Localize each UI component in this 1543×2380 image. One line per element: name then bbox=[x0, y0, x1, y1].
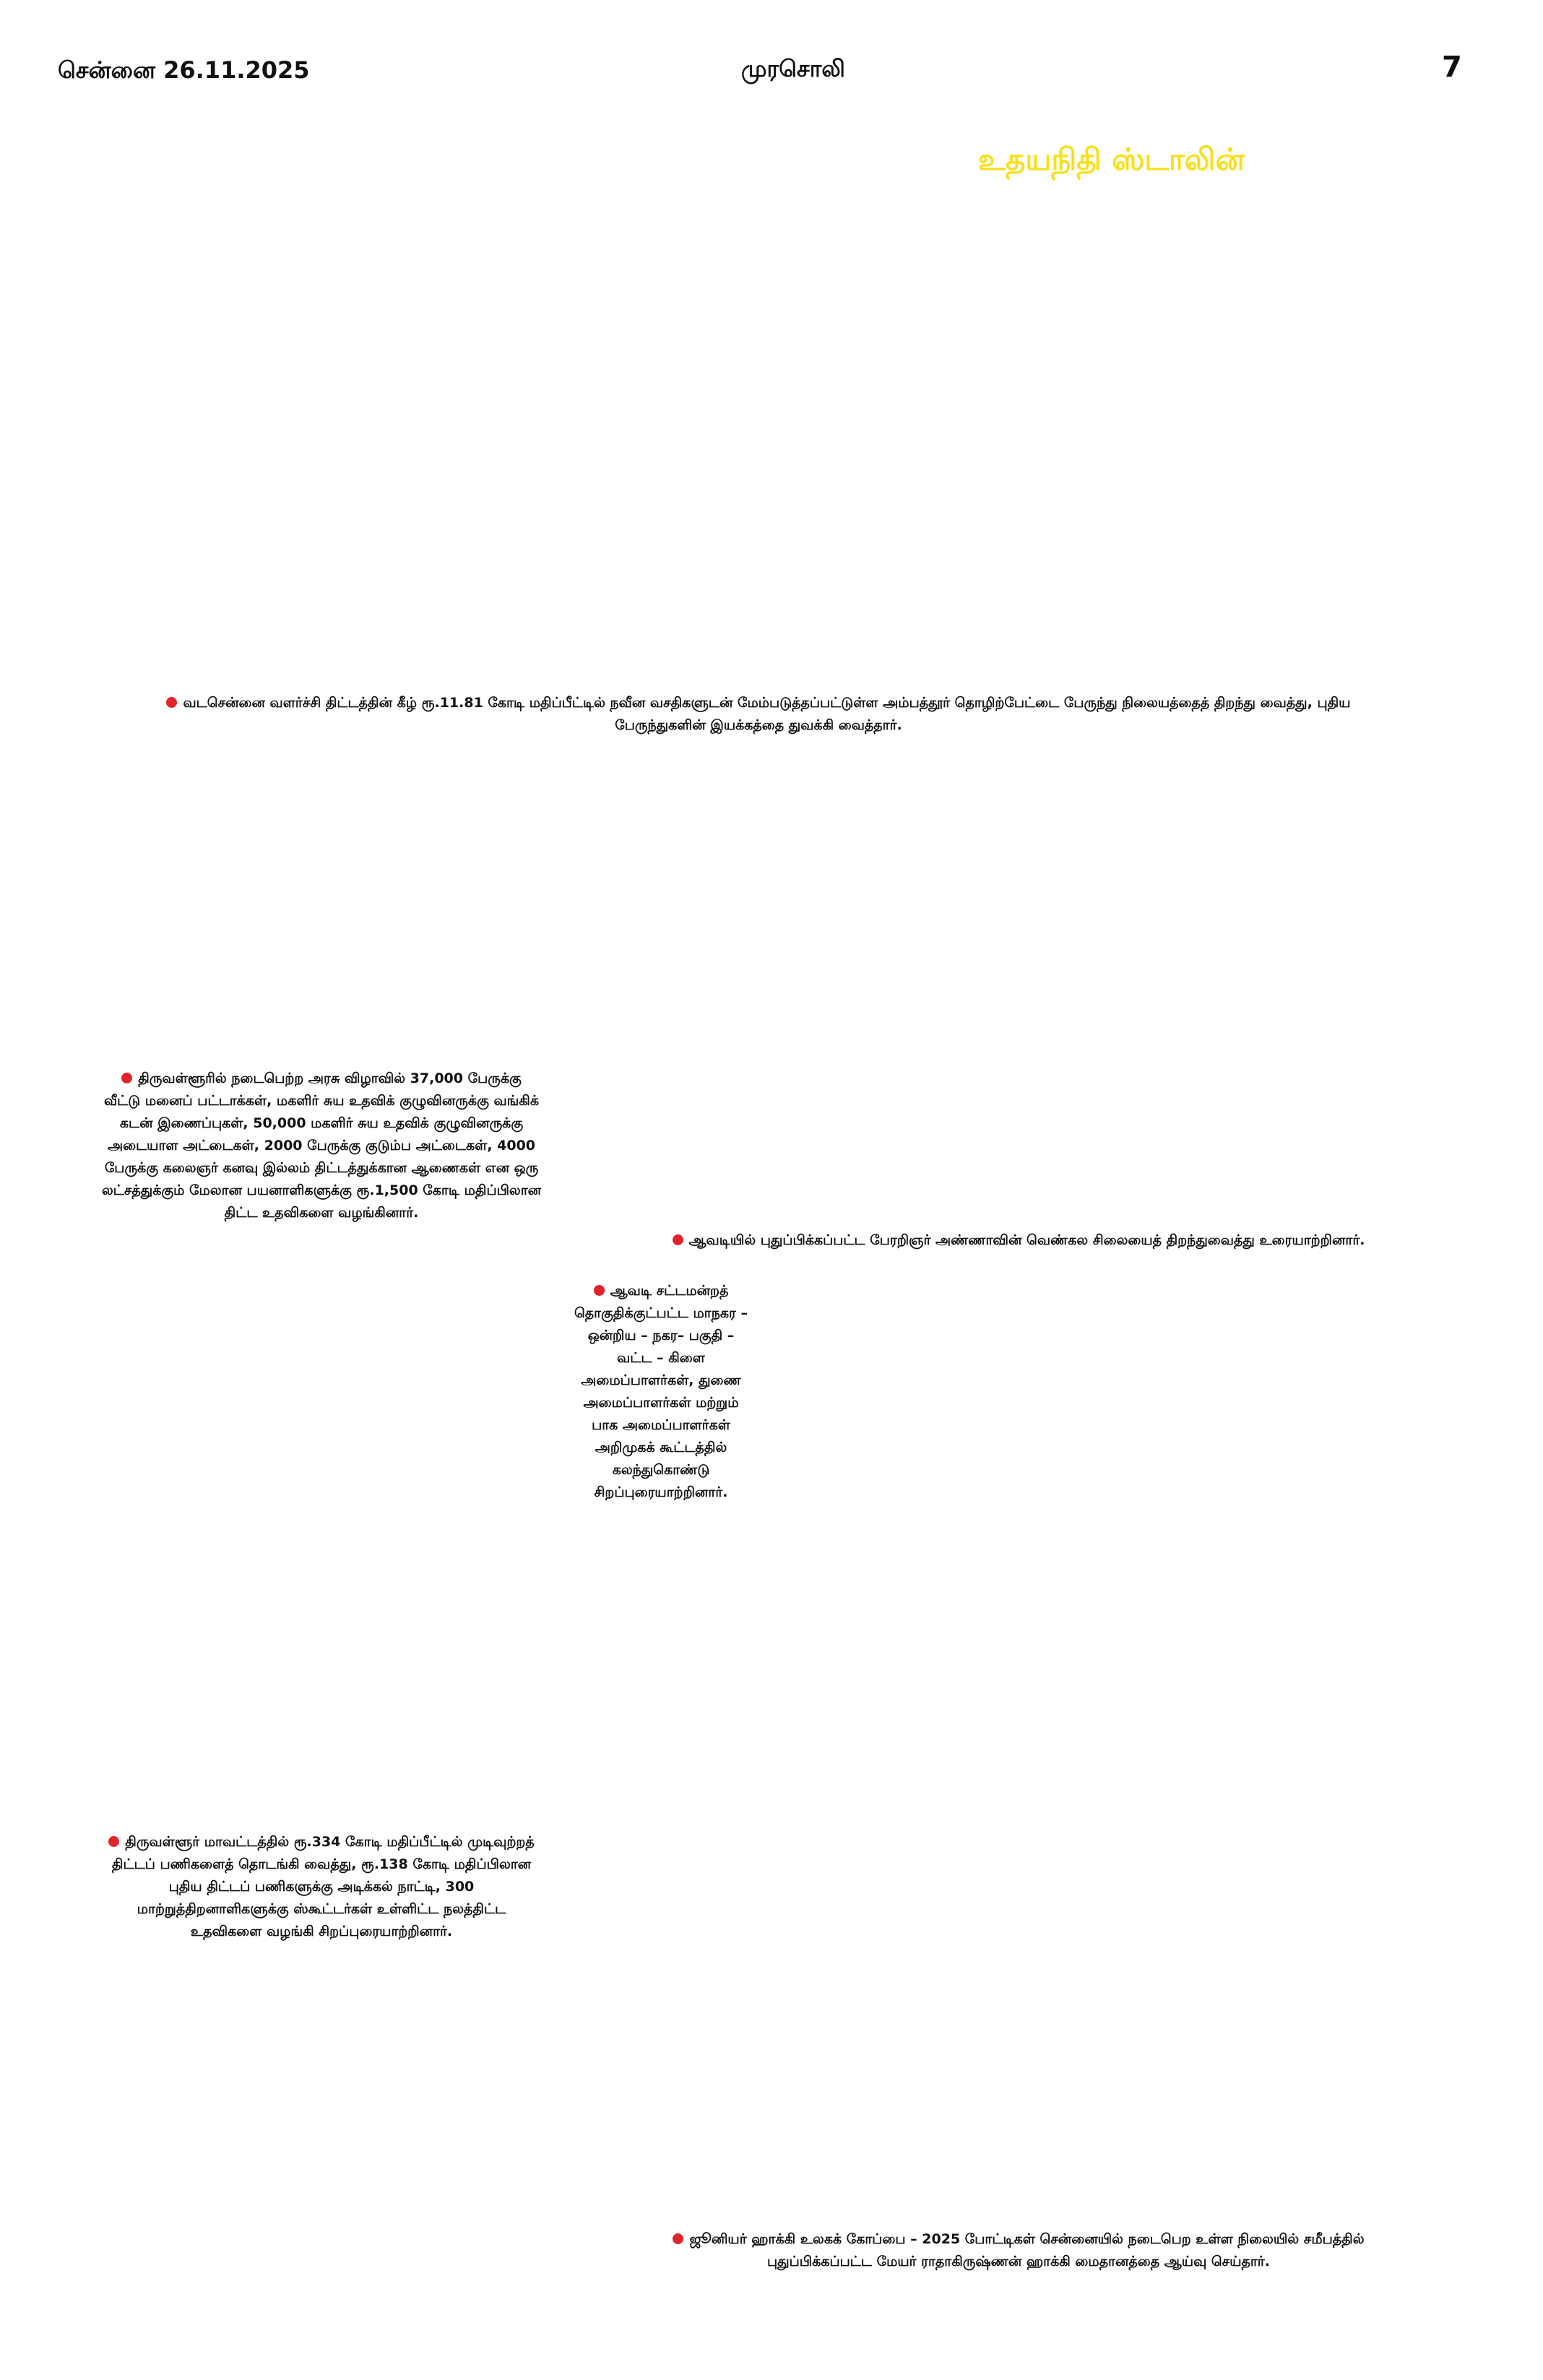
caption-avadi-meeting bbox=[571, 1280, 751, 1504]
bullet-icon bbox=[121, 1073, 132, 1083]
date-line: சென்னை 26.11.2025 bbox=[58, 56, 310, 84]
caption-hockey-stadium bbox=[621, 2228, 1416, 2273]
caption-text: திருவள்ளூர் மாவட்டத்தில் ரூ.334 கோடி மதிப்பீட்டில் முடிவுற்றத் திட்டப் பணிகளைத் தொடங்கி வைத்து, ரூ.138 கோடி மதிப்பிலான புதிய திட்டப் பணிகளுக்கு அடிக்கல் நாட்டி, 300 மாற்றுத்திறனாளிகளுக்கு ஸ்கூட்டர்கள் உள்ளிட்ட நலத்திட்ட உதவிகளை வழங்கி சிறப்புரையாற்றினார். bbox=[111, 1834, 535, 1939]
bullet-icon bbox=[673, 1234, 683, 1245]
bullet-icon bbox=[166, 697, 177, 708]
bullet-icon bbox=[673, 2233, 683, 2244]
caption-text: வடசென்னை வளர்ச்சி திட்டத்தின் கீழ் ரூ.11.81 கோடி மதிப்பீட்டில் நவீன வசதிகளுடன் மேம்படுத்தப்பட்டுள்ள அம்பத்தூர் தொழிற்பேட்டை பேருந்து நிலையத்தைத் திறந்து வைத்து, புதிய பேருந்துகளின் இயக்கத்தை துவக்கி வைத்தார். bbox=[183, 695, 1351, 733]
bullet-icon bbox=[108, 1836, 119, 1847]
caption-text: ஜூனியர் ஹாக்கி உலகக் கோப்பை – 2025 போட்டிகள் சென்னையில் நடைபெற உள்ள நிலையில் சமீபத்தில் புதுப்பிக்கப்பட்ட மேயர் ராதாகிருஷ்ணன் ஹாக்கி மைதானத்தை ஆய்வு செய்தார். bbox=[689, 2231, 1365, 2269]
masthead: முரசொலி bbox=[741, 55, 845, 82]
caption-text: ஆவடியில் புதுப்பிக்கப்பட்ட பேரறிஞர் அண்ணாவின் வெண்கல சிலையைத் திறந்துவைத்து உரையாற்றினார். bbox=[688, 1232, 1365, 1248]
headline: உதயநிதி ஸ்டாலின் bbox=[978, 142, 1245, 177]
caption-tiruvallur-event bbox=[101, 1068, 542, 1224]
page-number: 7 bbox=[1442, 51, 1462, 84]
bullet-icon bbox=[594, 1285, 605, 1296]
caption-tiruvallur-projects bbox=[101, 1831, 542, 1943]
caption-bus-stand bbox=[144, 692, 1373, 737]
caption-text: திருவள்ளூரில் நடைபெற்ற அரசு விழாவில் 37,000 பேருக்கு வீட்டு மனைப் பட்டாக்கள், மகளிர் சுய உதவிக் குழுவினருக்கு வங்கிக் கடன் இணைப்புகள், 50,000 மகளிர் சுய உதவிக் குழுவினருக்கு அடையாள அட்டைகள், 2000 பேருக்கு குடும்ப அட்டைகள், 4000 பேருக்கு கலைஞர் கனவு இல்லம் திட்டத்துக்கான ஆணைகள் என ஒரு லட்சத்துக்கும் மேலான பயனாளிகளுக்கு ரூ.1,500 கோடி மதிப்பிலான திட்ட உதவிகளை வழங்கினார். bbox=[101, 1070, 542, 1221]
caption-text: ஆவடி சட்டமன்றத் தொகுதிக்குட்பட்ட மாநகர – ஒன்றிய – நகர– பகுதி – வட்ட – கிளை அமைப்பாளர்கள், துணை அமைப்பாளர்கள் மற்றும் பாக அமைப்பாளர்கள் அறிமுகக் கூட்டத்தில் கலந்துகொண்டு சிறப்புரையாற்றினார். bbox=[574, 1283, 748, 1500]
caption-anna-statue bbox=[621, 1229, 1416, 1252]
